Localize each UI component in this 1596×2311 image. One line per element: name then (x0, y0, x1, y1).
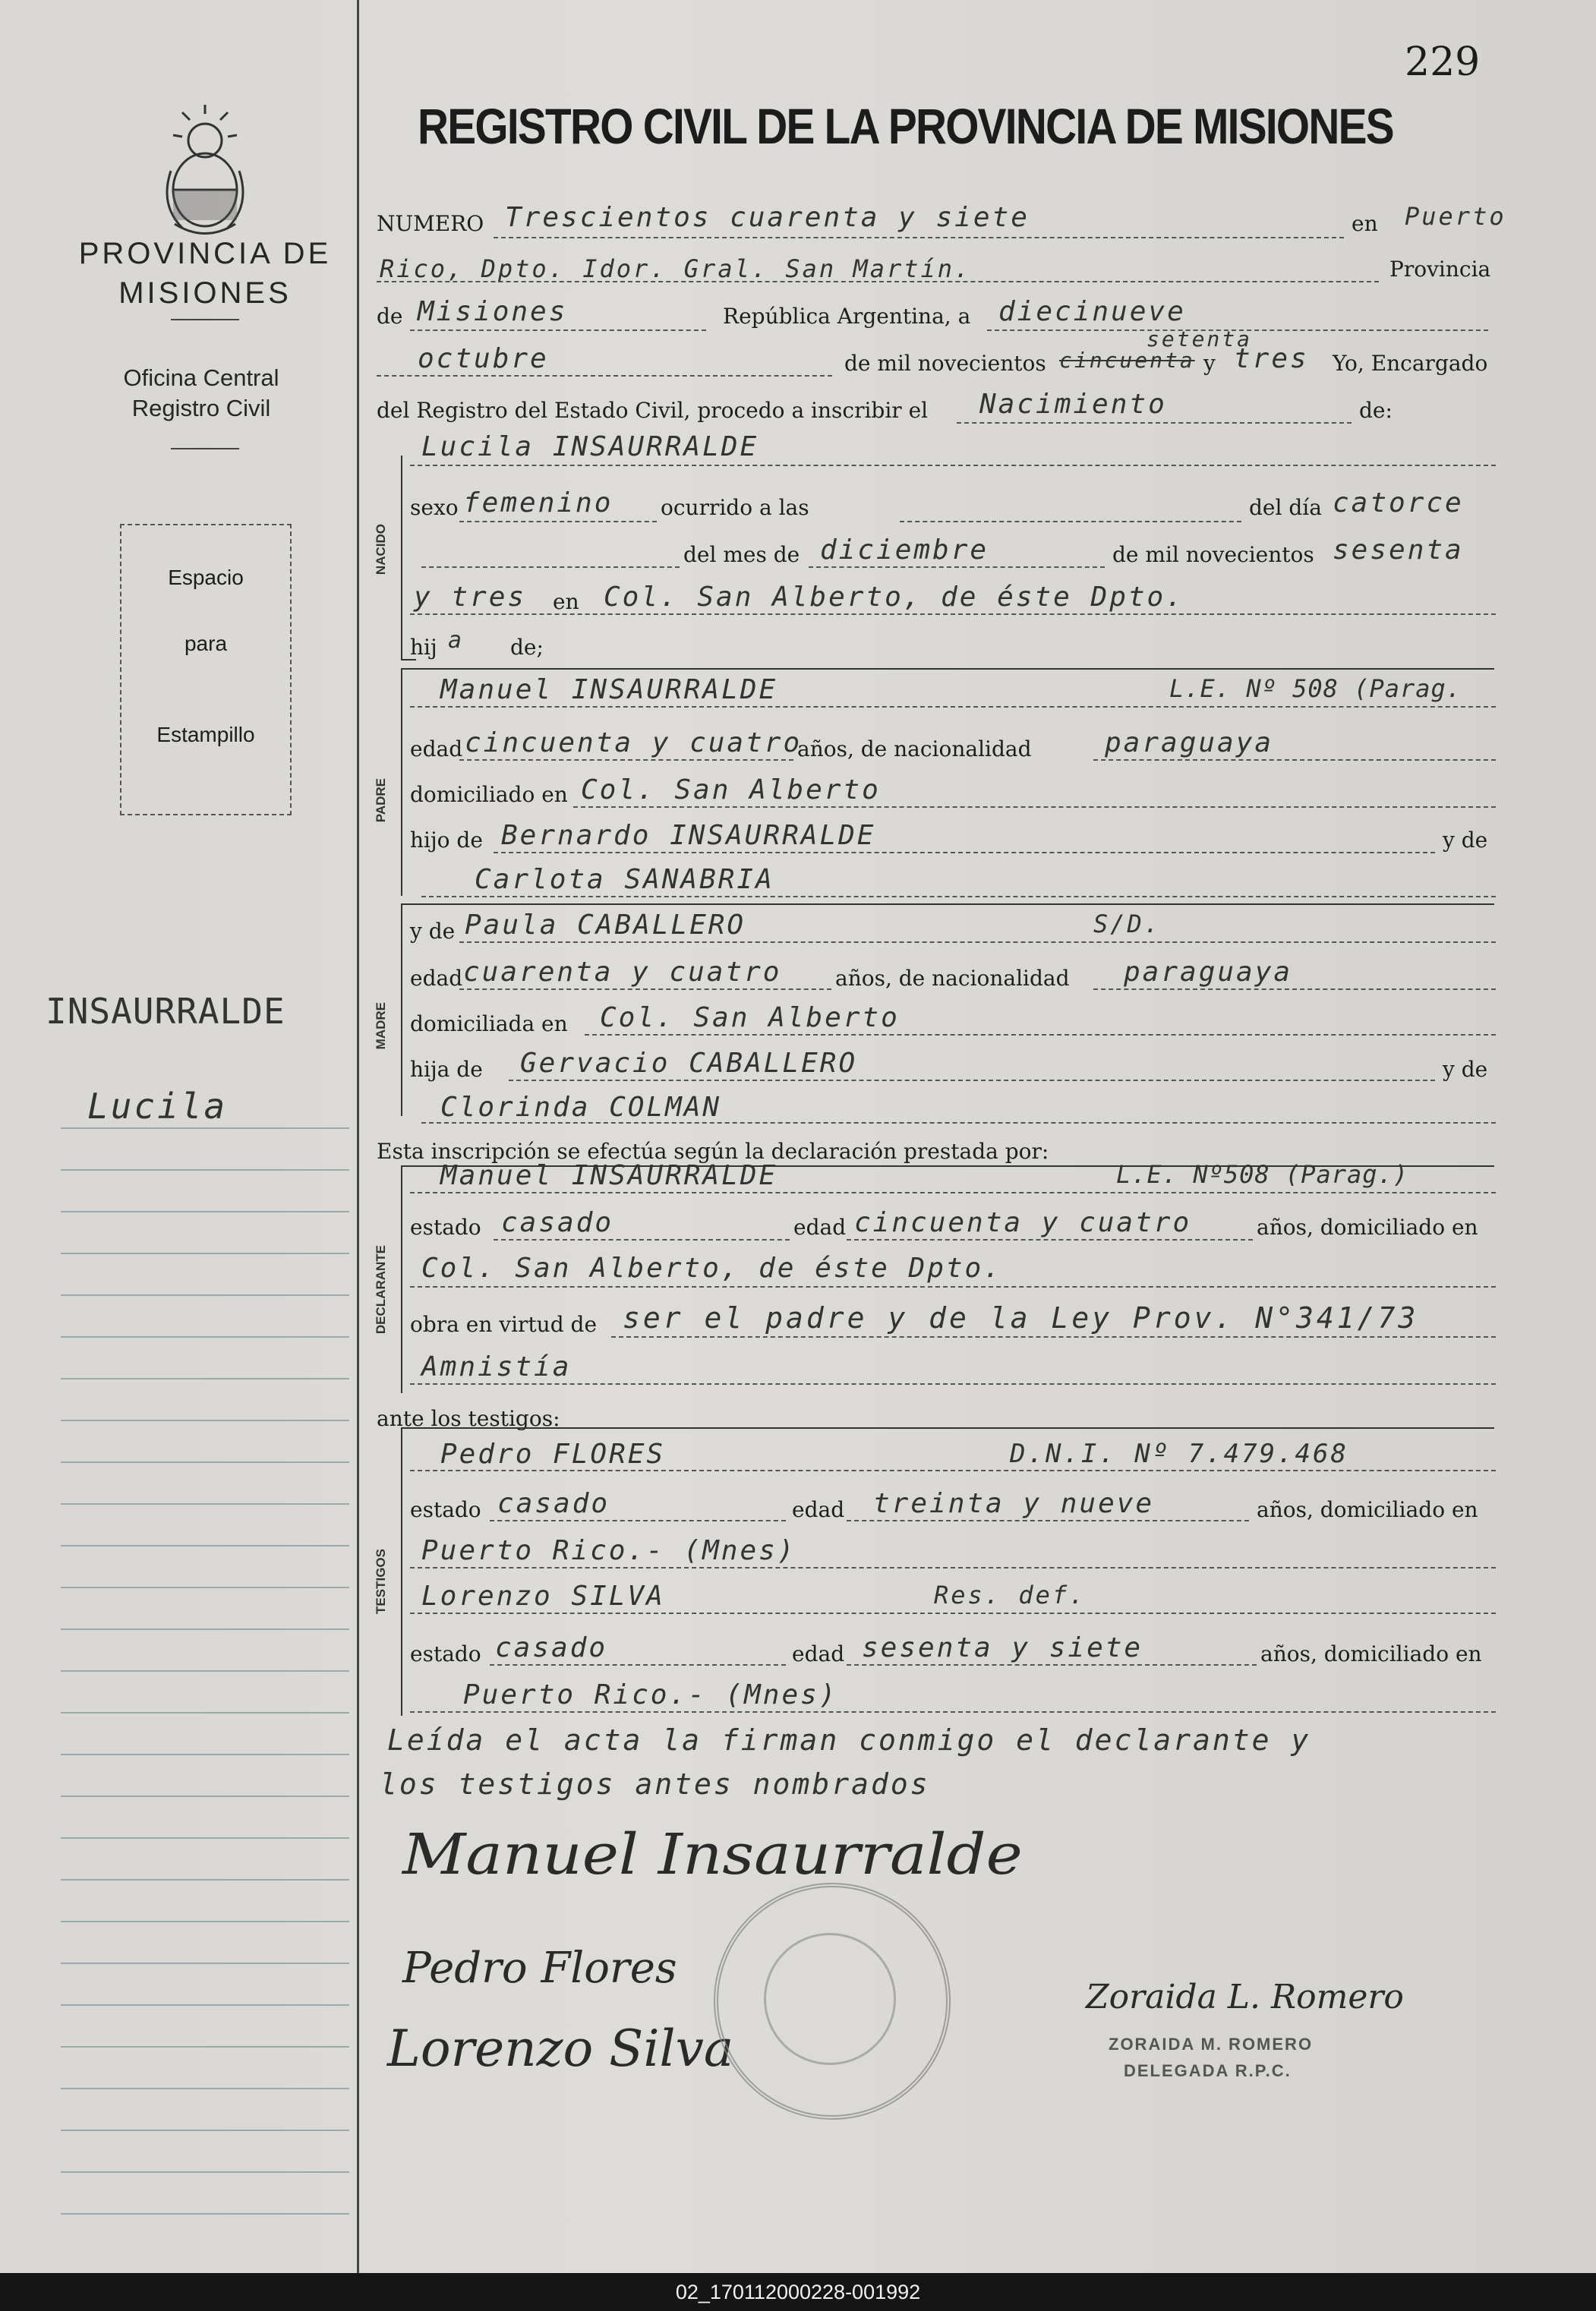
label-en: en (1352, 211, 1378, 236)
entry-lugar: Puerto (1405, 202, 1506, 231)
label-madre-y-de: y de (410, 919, 456, 944)
entry-padre-nac: paraguaya (1105, 727, 1274, 758)
entry-madre-dom: Col. San Alberto (600, 1002, 900, 1033)
entry-lugar2: Rico, Dpto. Idor. Gral. San Martín. (380, 254, 972, 283)
entry-padre-edad: cincuenta y cuatro (465, 727, 803, 758)
entry-t2-dom: Puerto Rico.- (Mnes) (463, 1679, 838, 1710)
label-madre-dom: domiciliada en (410, 1011, 568, 1036)
entry-t1-estado: casado (497, 1488, 610, 1519)
entry-madre-doc: S/D. (1093, 910, 1162, 938)
label-madre-edad: edad (410, 966, 463, 991)
entry-dia-registro: diecinueve (998, 296, 1186, 327)
label-de: de (377, 304, 403, 329)
closing-line-1: Leída el acta la firman conmigo el declarante y (387, 1723, 1311, 1757)
section-bracket-declarante (401, 1165, 402, 1393)
section-bracket-padre (401, 668, 402, 896)
entry-madre-nac: paraguaya (1124, 957, 1293, 988)
entry-decl-doc: L.E. Nº508 (Parag.) (1116, 1160, 1409, 1189)
entry-dia-nac: catorce (1333, 487, 1464, 519)
entry-anio-nac-2: y tres (414, 582, 527, 613)
label-de-mil: de mil novecientos (844, 351, 1046, 376)
label-en-lugar: en (553, 589, 579, 614)
official-role: DELEGADA R.P.C. (1124, 2061, 1292, 2080)
label-del-registro: del Registro del Estado Civil, procedo a inscribir el (377, 398, 929, 423)
section-bracket-nacido (401, 456, 402, 661)
label-t1-anos: años, domiciliado en (1257, 1497, 1478, 1522)
entry-decl-nombre: Manuel INSAURRALDE (440, 1160, 778, 1191)
entry-decl-dom: Col. San Alberto, de éste Dpto. (421, 1253, 1002, 1284)
signature-declarante: Manuel Insaurralde (402, 1822, 1023, 1887)
entry-decl-edad: cincuenta y cuatro (854, 1207, 1192, 1238)
entry-madre-padre: Gervacio CABALLERO (520, 1048, 858, 1079)
entry-mes-nac: diciembre (820, 534, 989, 566)
office-rule (171, 448, 239, 449)
entry-numero: Trescientos cuarenta y siete (505, 202, 1030, 233)
stamp-text-1: Espacio (168, 566, 244, 589)
label-esta-inscripcion: Esta inscripción se efectúa según la declaración prestada por: (377, 1139, 1049, 1164)
section-bracket-madre (401, 903, 402, 1116)
label-hij: hij (410, 635, 437, 660)
margin-given-name: Lucila (87, 1086, 228, 1127)
label-y: y (1203, 351, 1216, 376)
stamp-text-3: Estampillo (156, 723, 255, 746)
page-title: REGISTRO CIVIL DE LA PROVINCIA DE MISIONES (418, 98, 1393, 154)
label-decl-edad: edad (793, 1215, 847, 1240)
entry-t2-nombre: Lorenzo SILVA (421, 1581, 665, 1612)
official-seal (714, 1883, 951, 2120)
label-sexo: sexo (410, 495, 459, 520)
label-decl-anos: años, domiciliado en (1257, 1215, 1478, 1240)
label-t1-estado: estado (410, 1497, 481, 1522)
entry-t2-doc: Res. def. (934, 1581, 1087, 1610)
entry-t1-dom: Puerto Rico.- (Mnes) (421, 1535, 796, 1566)
header-rule (171, 319, 239, 320)
label-del-mes: del mes de (683, 542, 800, 567)
label-t2-anos: años, domiciliado en (1260, 1641, 1482, 1666)
entry-lugar-nac: Col. San Alberto, de éste Dpto. (604, 582, 1184, 613)
label-ante: ante los testigos: (377, 1406, 560, 1431)
entry-padre-nombre: Manuel INSAURRALDE (440, 674, 778, 705)
label-padre-y-de: y de (1443, 828, 1488, 853)
entry-anio-nac-1: sesenta (1333, 534, 1464, 566)
label-madre-hija-de: hija de (410, 1057, 483, 1082)
entry-t1-nombre: Pedro FLORES (440, 1439, 666, 1470)
margin-divider (357, 0, 359, 2273)
label-padre-hijo-de: hijo de (410, 828, 483, 853)
entry-hij-suffix: a (448, 627, 465, 654)
entry-madre-madre: Clorinda COLMAN (440, 1092, 722, 1123)
signature-testigo-1: Pedro Flores (402, 1944, 677, 1993)
entry-acto: Nacimiento (979, 389, 1167, 420)
province-heading: PROVINCIA DE MISIONES (78, 237, 332, 310)
entry-padre-madre: Carlota SANABRIA (475, 864, 774, 895)
entry-nombre: Lucila INSAURRALDE (421, 431, 759, 462)
entry-madre-nombre: Paula CABALLERO (465, 910, 746, 941)
entry-t2-edad: sesenta y siete (862, 1632, 1143, 1663)
section-nacido: NACIDO (374, 524, 388, 575)
entry-padre-padre: Bernardo INSAURRALDE (501, 820, 876, 851)
entry-t1-edad: treinta y nueve (873, 1488, 1155, 1519)
label-decl-estado: estado (410, 1215, 481, 1240)
label-de-colon: de: (1359, 398, 1393, 423)
section-testigos: TESTIGOS (374, 1549, 388, 1614)
label-madre-y-de-2: y de (1443, 1057, 1488, 1082)
signature-official: Zoraida L. Romero (1086, 1978, 1404, 2016)
official-name: ZORAIDA M. ROMERO (1109, 2035, 1314, 2054)
label-de-mil-nov: de mil novecientos (1112, 542, 1314, 567)
entry-decl-estado: casado (501, 1207, 614, 1238)
label-padre-dom: domiciliado en (410, 782, 568, 807)
label-ocurrido: ocurrido a las (661, 495, 809, 520)
label-de-semi: de; (510, 635, 544, 660)
closing-line-2: los testigos antes nombrados (380, 1767, 930, 1801)
section-madre: MADRE (374, 1002, 388, 1050)
entry-t1-doc: D.N.I. Nº 7.479.468 (1010, 1439, 1348, 1469)
section-padre: PADRE (374, 778, 388, 823)
label-yo: Yo, Encargado (1333, 351, 1488, 376)
entry-t2-estado: casado (495, 1632, 608, 1663)
label-provincia: Provincia (1389, 257, 1491, 282)
entry-sexo: femenino (463, 487, 613, 519)
page-number: 229 (1405, 39, 1481, 85)
label-republica: República Argentina, a (723, 304, 971, 329)
entry-provincia: Misiones (418, 296, 568, 327)
label-t2-edad: edad (792, 1641, 845, 1666)
label-t1-edad: edad (792, 1497, 845, 1522)
entry-decl-obra2: Amnistía (421, 1351, 572, 1383)
entry-padre-doc: L.E. Nº 508 (Parag. (1169, 674, 1462, 703)
label-padre-anos: años, de nacionalidad (797, 736, 1032, 761)
entry-mes-registro: octubre (418, 343, 549, 374)
section-declarante: DECLARANTE (374, 1245, 388, 1335)
label-del-dia: del día (1249, 495, 1322, 520)
signature-testigo-2: Lorenzo Silva (387, 2019, 734, 2078)
label-padre-edad: edad (410, 736, 463, 761)
margin-surname: INSAURRALDE (46, 991, 285, 1032)
struck-word: cincuenta (1059, 348, 1195, 373)
entry-year-units: tres (1234, 343, 1309, 374)
label-numero: NUMERO (377, 211, 484, 236)
label-decl-obra: obra en virtud de (410, 1312, 598, 1337)
entry-madre-edad: cuarenta y cuatro (463, 957, 782, 988)
section-bracket-testigos (401, 1427, 402, 1716)
label-madre-anos: años, de nacionalidad (835, 966, 1070, 991)
entry-decl-obra: ser el padre y de la Ley Prov. N°341/73 (623, 1301, 1419, 1335)
entry-year-tens: setenta (1147, 326, 1253, 352)
stamp-text-2: para (184, 632, 228, 655)
office-label: Oficina Central Registro Civil (123, 364, 279, 421)
image-caption: 02_170112000228-001992 (0, 2273, 1596, 2311)
coat-of-arms-icon (152, 99, 258, 243)
label-t2-estado: estado (410, 1641, 481, 1666)
entry-padre-dom: Col. San Alberto (581, 774, 881, 806)
